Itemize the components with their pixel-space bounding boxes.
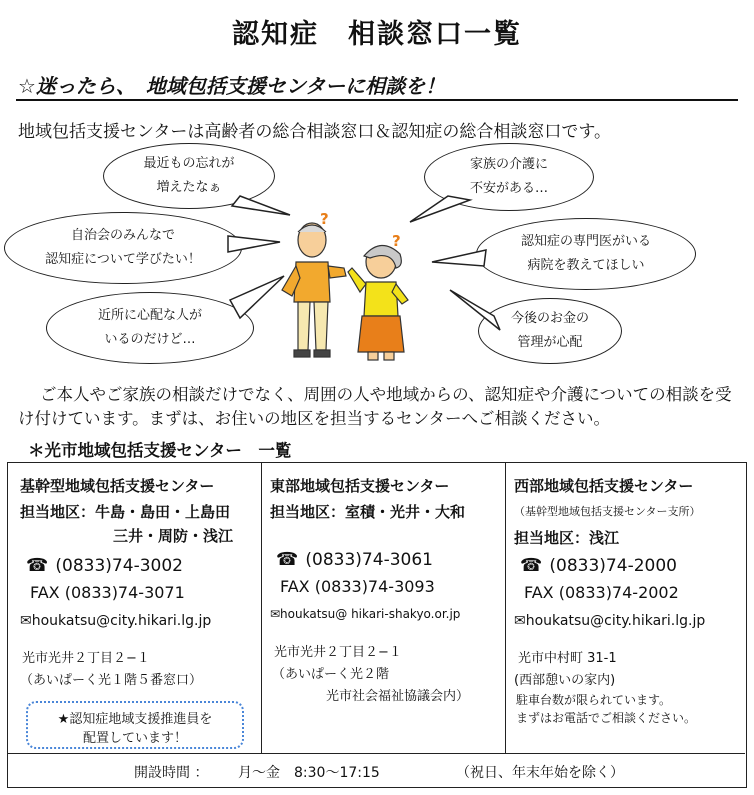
question-mark: ? xyxy=(320,210,329,228)
intro-text: 地域包括支援センターは高齢者の総合相談窓口＆認知症の総合相談窓口です。 xyxy=(18,122,611,142)
phone-number xyxy=(520,555,677,576)
address: 光市光井２丁目２−１ xyxy=(22,651,150,666)
address: （あいぱーく光２階 xyxy=(272,667,390,682)
service-area: 担当地区：浅江 xyxy=(514,529,620,547)
email-link[interactable]: ✉houkatsu@city.hikari.lg.jp xyxy=(514,613,706,629)
hours-time: 月～金 8:30～17:15 xyxy=(238,765,380,781)
fax-number: FAX (0833)74-2002 xyxy=(524,583,679,602)
notice-line: 配置しています！ xyxy=(82,731,187,746)
support-staff-notice xyxy=(26,701,244,749)
service-area: 三井・周防・浅江 xyxy=(113,527,234,545)
notice-line: ★認知症地域支援推進員を xyxy=(57,712,213,727)
bubble-line: 認知症の専門医がいる xyxy=(520,234,651,249)
service-area: 担当地区：牛島・島田・上島田 xyxy=(20,503,231,521)
bubble-line: 家族の介護に xyxy=(469,157,548,172)
bubble-line: 今後のお金の xyxy=(510,311,589,326)
address: 光市中村町 31-1 xyxy=(518,651,617,666)
center-name: 基幹型地域包括支援センター xyxy=(20,477,215,495)
bubble-line: 認知症について学びたい！ xyxy=(45,252,201,267)
phone-icon: ☎ xyxy=(26,555,49,576)
center-cell-east xyxy=(262,463,506,753)
parking-note: まずはお電話でご相談ください。 xyxy=(516,711,697,725)
opening-hours-row xyxy=(8,753,745,788)
center-list-heading: ＊光市地域包括支援センター 一覧 xyxy=(28,441,292,460)
question-mark: ? xyxy=(392,232,401,250)
phone-number xyxy=(276,549,433,570)
bubble-line: 不安がある… xyxy=(469,181,548,196)
phone-text: (0833)74-3061 xyxy=(305,550,433,570)
address: (西部憩いの家内) xyxy=(514,673,616,688)
center-cell-kikan xyxy=(8,463,262,753)
email-link[interactable]: ✉houkatsu@ hikari-shakyo.or.jp xyxy=(270,607,461,621)
hours-label: 開設時間 ： xyxy=(134,765,209,781)
page-title: 認知症 相談窓口一覧 xyxy=(232,19,522,50)
center-name: 西部地域包括支援センター xyxy=(514,477,694,495)
parking-note: 駐車台数が限られています。 xyxy=(516,693,672,707)
service-area: 担当地区：室積・光井・大和 xyxy=(270,503,466,521)
address: （あいぱーく光１階５番窓口） xyxy=(20,673,203,688)
bubble-line: 近所に心配な人が xyxy=(97,308,202,323)
email-link[interactable]: ✉houkatsu@city.hikari.lg.jp xyxy=(20,613,212,629)
center-table xyxy=(7,462,747,788)
center-name: 東部地域包括支援センター xyxy=(270,477,450,495)
subtitle: ☆迷ったら、 地域包括支援センターに相談を！ xyxy=(18,74,446,98)
bubble-line: 病院を教えてほしい xyxy=(527,258,645,273)
bubble-line: 最近もの忘れが xyxy=(143,156,235,171)
phone-text: (0833)74-2000 xyxy=(549,556,677,576)
bubble-line: いるのだけど… xyxy=(104,332,196,347)
bubble-line: 増えたなぁ xyxy=(156,180,222,195)
phone-icon: ☎ xyxy=(276,549,299,570)
phone-text: (0833)74-3002 xyxy=(55,556,183,576)
fax-number: FAX (0833)74-3093 xyxy=(280,577,435,596)
address: 光市社会福祉協議会内） xyxy=(326,689,470,704)
elderly-couple-illustration xyxy=(0,0,754,380)
hours-closed: （祝日、年末年始を除く） xyxy=(456,765,624,781)
bubble-line: 自治会のみんなで xyxy=(70,228,175,243)
fax-number: FAX (0833)74-3071 xyxy=(30,583,185,602)
phone-number xyxy=(26,555,183,576)
description-paragraph: ご本人やご家族の相談だけでなく、周囲の人や地域からの、認知症や介護についての相談を受け付けています。まずは、お住いの地区を担当するセンターへご相談ください。 xyxy=(18,385,732,428)
address: 光市光井２丁目２−１ xyxy=(274,645,402,660)
bubble-line: 管理が心配 xyxy=(517,335,583,350)
center-subtitle: （基幹型地域包括支援センター支所） xyxy=(514,505,701,518)
center-cell-west xyxy=(506,463,746,753)
phone-icon: ☎ xyxy=(520,555,543,576)
